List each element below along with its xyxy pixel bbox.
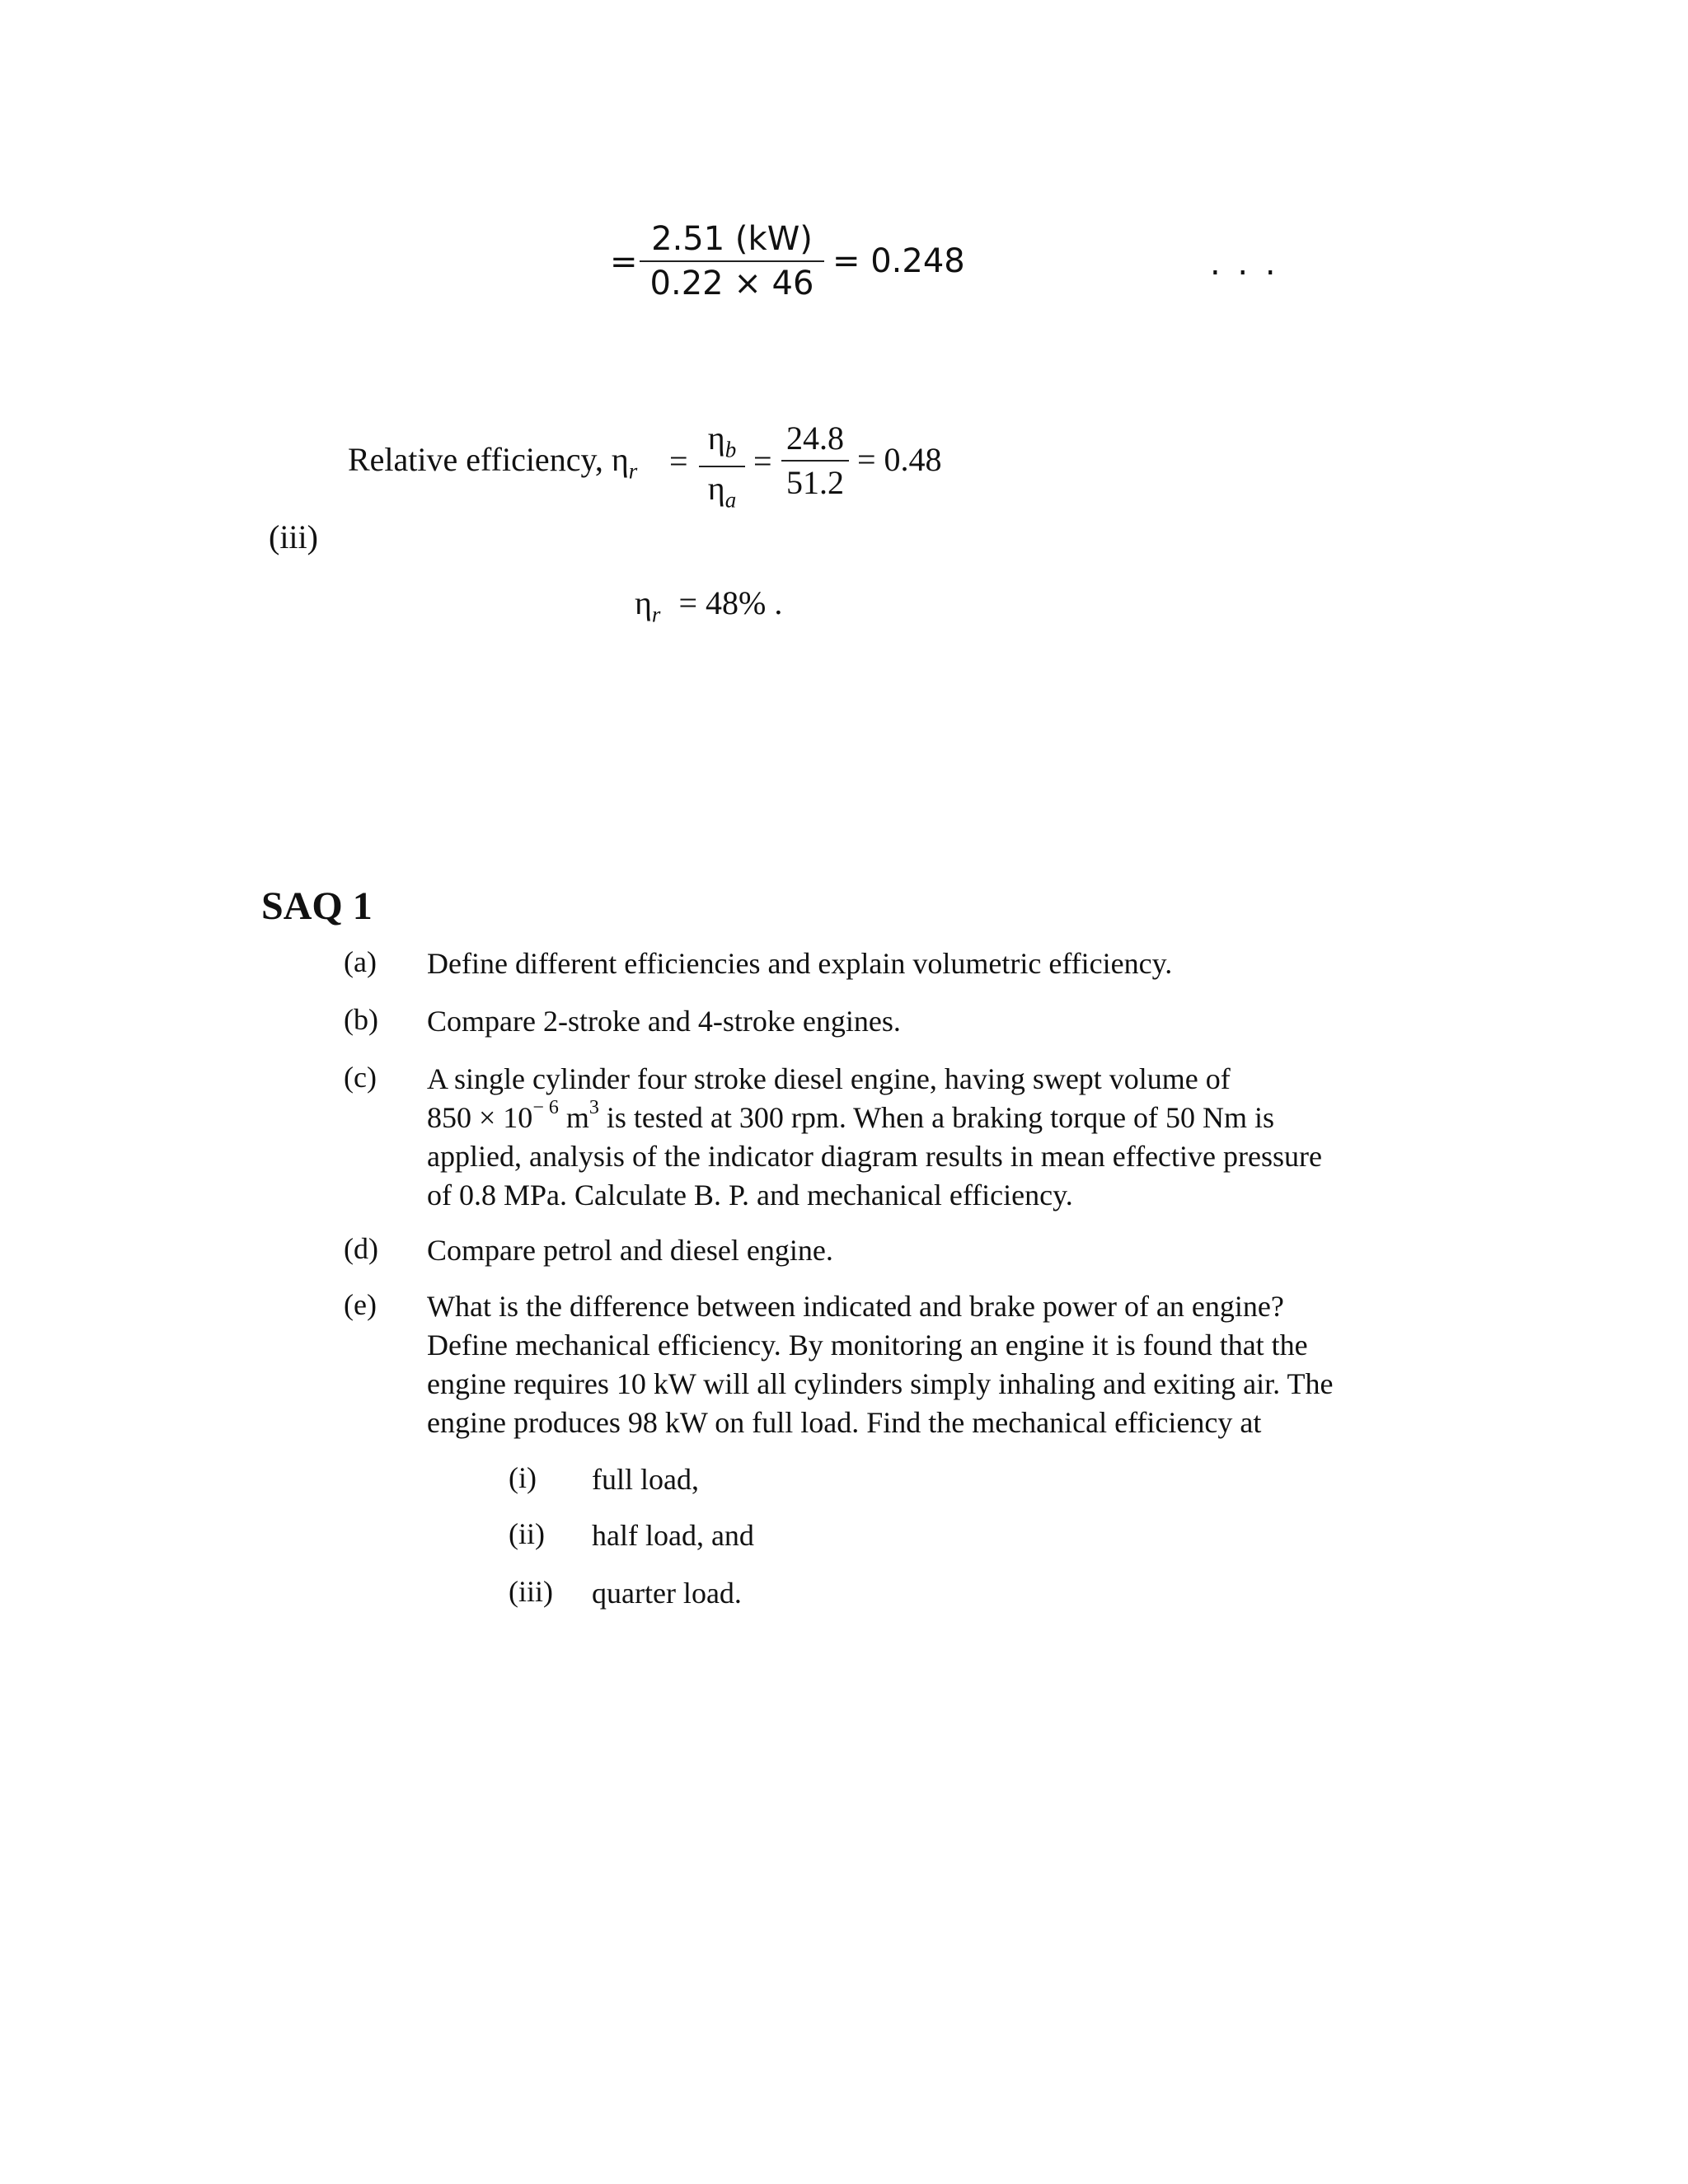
equals-sign: = [610,243,638,281]
text-line: applied, analysis of the indicator diagram results in mean effective pressure [427,1140,1322,1173]
eta: η [635,584,652,621]
fraction-power-over-product [640,220,824,302]
subscript: r [651,602,661,627]
question-text-c [427,1060,1416,1215]
volume-value: 850 × 10 [427,1101,533,1134]
denominator: 0.22 × 46 [649,265,814,302]
eta: η [707,470,725,508]
exponent: − 6 [532,1097,559,1119]
text-line: of 0.8 MPa. Calculate B. P. and mechanical efficiency. [427,1179,1073,1212]
question-text-a: Define different efficiencies and explain volumetric efficiency. [427,947,1173,980]
eta: η [707,419,725,457]
relative-efficiency-label [348,443,637,482]
text-line: Define mechanical efficiency. By monitoring an engine it is found that the [427,1329,1308,1361]
text-line: engine produces 98 kW on full load. Find the mechanical efficiency at [427,1406,1262,1439]
label-text: Relative efficiency, η [348,441,629,478]
result-value: = 0.48 [857,441,942,478]
question-label-a: (a) [344,945,377,978]
text-line: What is the difference between indicated and brake power of an engine? [427,1290,1284,1323]
part-label: (iii) [269,518,318,555]
continuation-dots: . . . [1210,245,1279,283]
result-value: = 0.248 [832,242,965,280]
equals-sign-2: = [753,443,772,480]
subscript: a [724,487,737,513]
fraction-eta-b-over-eta-a [699,419,745,513]
question-label-b: (b) [344,1003,378,1036]
final-value: = 48% . [678,584,783,621]
subitem-label-ii: (ii) [509,1517,545,1550]
subitem-label-i: (i) [509,1461,537,1494]
text-line: A single cylinder four stroke diesel engine, having swept volume of [427,1062,1231,1095]
subitem-text-i: full load, [592,1463,699,1496]
subscript: b [724,437,737,462]
question-text-d: Compare petrol and diesel engine. [427,1234,833,1267]
fraction-numeric [781,419,849,501]
label-subscript: r [628,458,638,484]
unit: m [558,1101,589,1134]
text-continuation: is tested at 300 rpm. When a braking torque of 50 Nm is [598,1101,1275,1134]
final-result [635,584,783,627]
subitem-text-iii: quarter load. [592,1577,742,1610]
question-text-e [427,1287,1416,1442]
numerator [699,419,745,462]
question-label-e: (e) [344,1288,377,1321]
fraction-bar [699,466,745,467]
numerator: 2.51 (kW) [651,220,813,258]
numerator: 24.8 [786,419,844,457]
subitem-label-iii: (iii) [509,1575,553,1608]
equals-sign-1: = [669,443,688,480]
question-label-d: (d) [344,1232,378,1265]
text-line: engine requires 10 kW will all cylinders simply inhaling and exiting air. The [427,1367,1334,1400]
text-line [427,1099,1416,1137]
fraction-bar [781,460,849,462]
unit-superscript: 3 [588,1097,599,1119]
denominator: 51.2 [786,464,844,501]
denominator [699,472,745,511]
subitem-text-ii: half load, and [592,1519,754,1552]
fraction-bar [640,260,824,262]
section-heading: SAQ 1 [261,884,373,928]
question-text-b: Compare 2-stroke and 4-stroke engines. [427,1005,901,1038]
question-label-c: (c) [344,1061,377,1094]
